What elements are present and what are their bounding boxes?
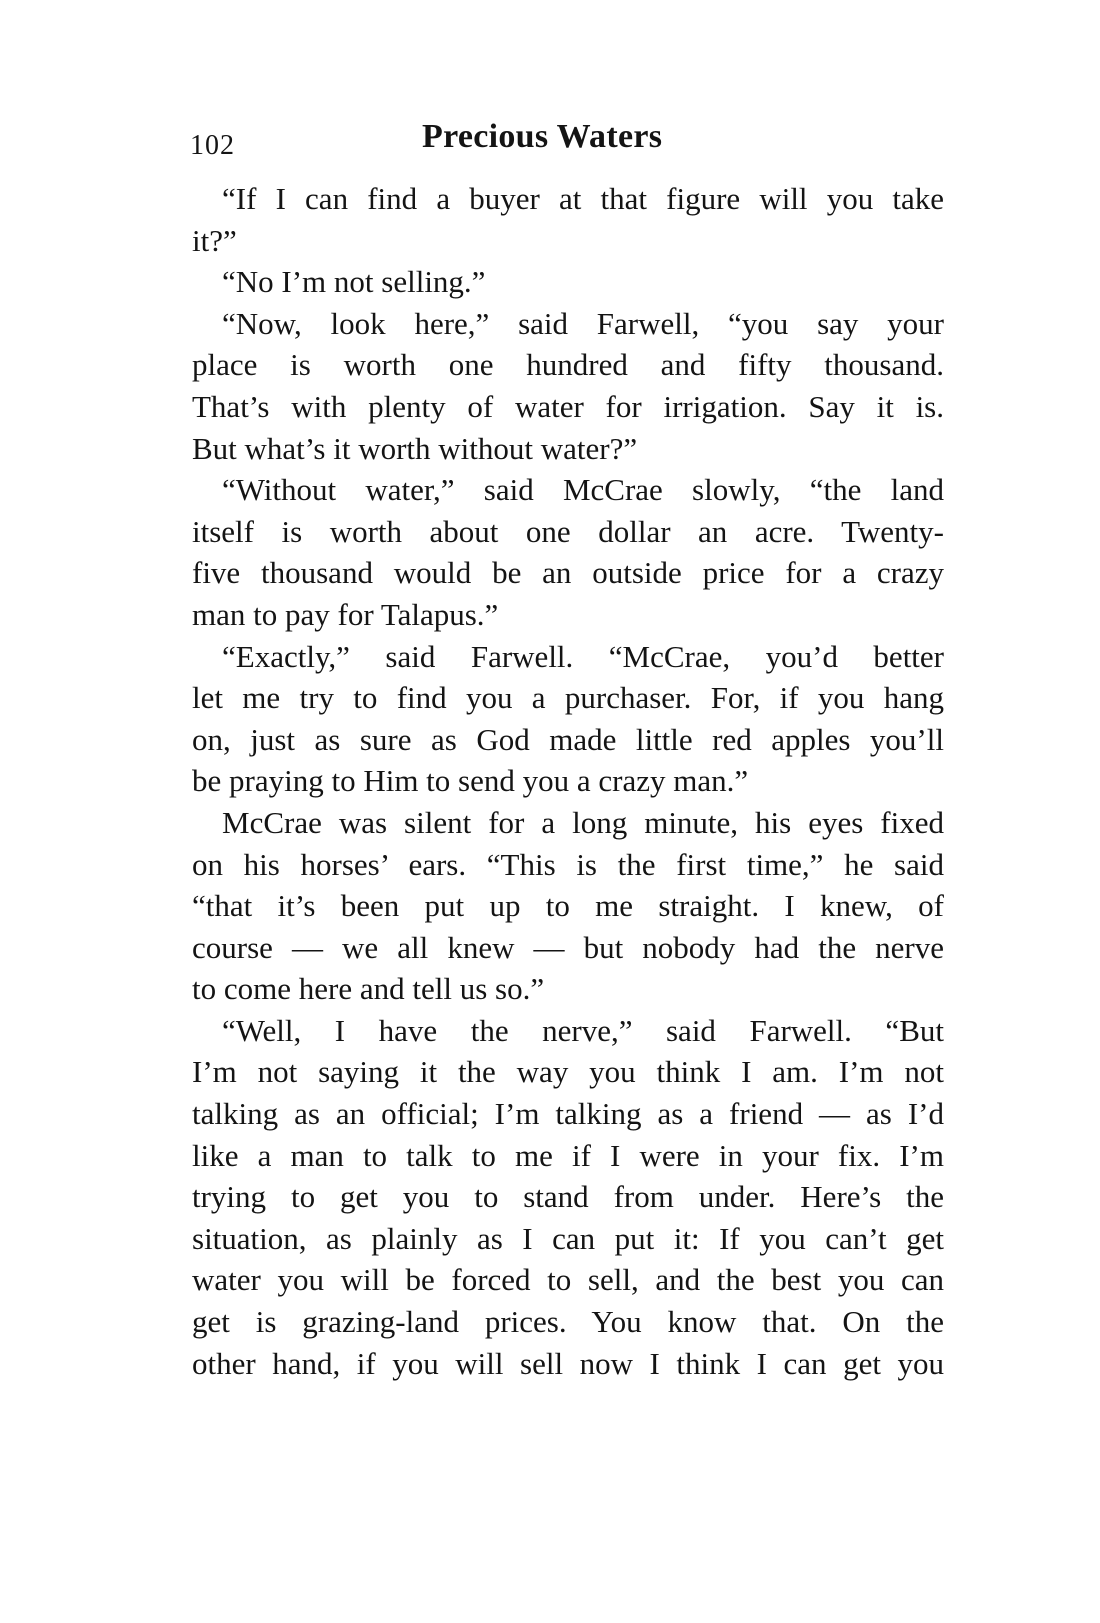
text-line: it?” — [192, 222, 237, 258]
text-line: place is worth one hundred and fifty thousand. — [192, 347, 944, 383]
text-line: But what’s it worth without water?” — [192, 430, 638, 466]
running-header — [190, 118, 950, 164]
text-line: situation, as plainly as I can put it: If you can’t get — [192, 1220, 944, 1256]
text-line: water you will be forced to sell, and the best you can — [192, 1262, 944, 1298]
text-line: like a man to talk to me if I were in your fix. I’m — [192, 1137, 944, 1173]
text-line: on his horses’ ears. “This is the first time,” he said — [192, 846, 944, 882]
text-line: other hand, if you will sell now I think I can get you — [192, 1345, 944, 1381]
text-line: to come here and tell us so.” — [192, 971, 545, 1007]
body-text — [192, 178, 944, 1384]
text-line: talking as an official; I’m talking as a friend — as I’d — [192, 1096, 944, 1132]
text-line: I’m not saying it the way you think I am. I’m not — [192, 1054, 944, 1090]
text-line: itself is worth about one dollar an acre. Twenty- — [192, 513, 944, 549]
text-line: man to pay for Talapus.” — [192, 596, 499, 632]
text-line: five thousand would be an outside price for a crazy — [192, 555, 944, 591]
text-line: “No I’m not selling.” — [222, 264, 486, 300]
page-number: 102 — [190, 130, 235, 161]
text-line: McCrae was silent for a long minute, his eyes fixed — [222, 804, 944, 840]
text-line: “Without water,” said McCrae slowly, “the land — [222, 472, 944, 508]
text-line: “If I can find a buyer at that figure will you take — [222, 181, 944, 216]
text-line: That’s with plenty of water for irrigation. Say it is. — [192, 388, 944, 424]
running-title: Precious Waters — [422, 118, 663, 155]
text-line: “Well, I have the nerve,” said Farwell. “But — [222, 1012, 944, 1048]
text-line: “that it’s been put up to me straight. I knew, of — [192, 888, 944, 924]
text-line: get is grazing-land prices. You know that. On the — [192, 1304, 944, 1340]
text-line: let me try to find you a purchaser. For, if you hang — [192, 680, 944, 716]
text-line: “Now, look here,” said Farwell, “you say your — [222, 305, 944, 341]
text-line: course — we all knew — but nobody had the nerve — [192, 929, 944, 965]
text-line: “Exactly,” said Farwell. “McCrae, you’d better — [222, 638, 944, 674]
text-line: on, just as sure as God made little red apples you’ll — [192, 721, 944, 757]
text-line: trying to get you to stand from under. Here’s the — [192, 1179, 944, 1215]
text-line: be praying to Him to send you a crazy man.” — [192, 763, 749, 799]
